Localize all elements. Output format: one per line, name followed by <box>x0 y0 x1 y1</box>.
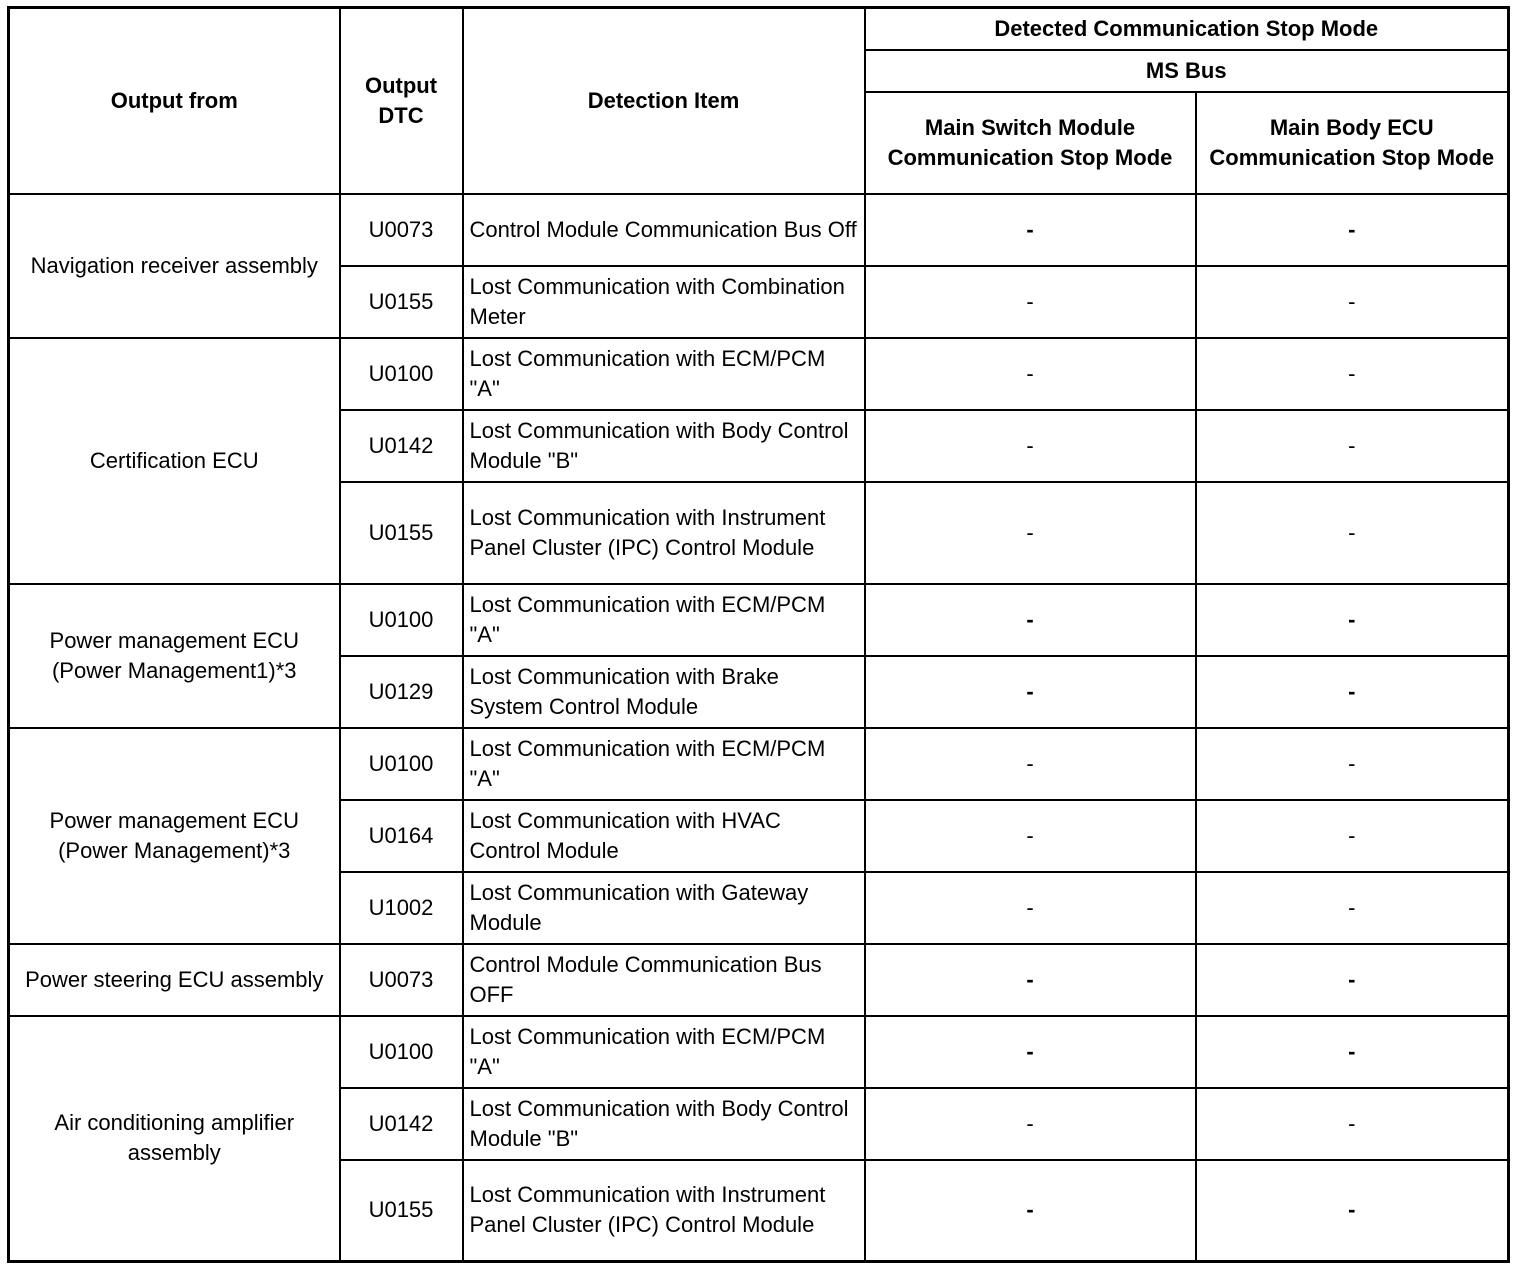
dtc-cell: U0155 <box>340 1160 463 1262</box>
dtc-cell: U0100 <box>340 728 463 800</box>
main-switch-mode-cell: - <box>865 1016 1196 1088</box>
main-switch-mode-cell: - <box>865 656 1196 728</box>
dtc-cell: U0155 <box>340 482 463 584</box>
dtc-cell: U0142 <box>340 1088 463 1160</box>
header-ms-bus: MS Bus <box>865 50 1509 92</box>
main-switch-mode-cell: - <box>865 266 1196 338</box>
detection-item-cell: Lost Communication with ECM/PCM "A" <box>463 1016 865 1088</box>
detection-item-cell: Lost Communication with ECM/PCM "A" <box>463 338 865 410</box>
dtc-cell: U0073 <box>340 194 463 266</box>
header-detected-mode: Detected Communication Stop Mode <box>865 8 1509 50</box>
main-body-mode-cell: - <box>1196 728 1509 800</box>
detection-item-cell: Lost Communication with HVAC Control Module <box>463 800 865 872</box>
main-body-mode-cell: - <box>1196 1160 1509 1262</box>
table-row <box>9 944 1509 1016</box>
header-main-body: Main Body ECU Communication Stop Mode <box>1196 92 1509 194</box>
dtc-cell: U0100 <box>340 1016 463 1088</box>
detection-item-cell: Lost Communication with ECM/PCM "A" <box>463 584 865 656</box>
output-from-cell: Navigation receiver assembly <box>9 194 340 338</box>
main-body-mode-cell: - <box>1196 410 1509 482</box>
main-body-mode-cell: - <box>1196 656 1509 728</box>
detection-item-cell: Lost Communication with ECM/PCM "A" <box>463 728 865 800</box>
main-switch-mode-cell: - <box>865 584 1196 656</box>
main-switch-mode-cell: - <box>865 410 1196 482</box>
main-body-mode-cell: - <box>1196 1016 1509 1088</box>
main-body-mode-cell: - <box>1196 800 1509 872</box>
detection-item-cell: Lost Communication with Body Control Module "B" <box>463 1088 865 1160</box>
detection-item-cell: Lost Communication with Instrument Panel Cluster (IPC) Control Module <box>463 482 865 584</box>
output-from-cell: Air conditioning amplifier assembly <box>9 1016 340 1262</box>
detection-item-cell: Lost Communication with Body Control Module "B" <box>463 410 865 482</box>
dtc-table <box>7 6 1510 1263</box>
detection-item-cell: Lost Communication with Brake System Control Module <box>463 656 865 728</box>
main-body-mode-cell: - <box>1196 338 1509 410</box>
main-switch-mode-cell: - <box>865 194 1196 266</box>
detection-item-cell: Control Module Communication Bus Off <box>463 194 865 266</box>
main-switch-mode-cell: - <box>865 1160 1196 1262</box>
main-switch-mode-cell: - <box>865 728 1196 800</box>
main-body-mode-cell: - <box>1196 194 1509 266</box>
main-switch-mode-cell: - <box>865 800 1196 872</box>
table-row <box>9 1016 1509 1088</box>
table-row <box>9 194 1509 266</box>
output-from-cell: Power management ECU (Power Management)*3 <box>9 728 340 944</box>
output-from-cell: Power management ECU (Power Management1)*3 <box>9 584 340 728</box>
output-from-cell: Certification ECU <box>9 338 340 584</box>
dtc-cell: U0100 <box>340 338 463 410</box>
dtc-cell: U0142 <box>340 410 463 482</box>
dtc-cell: U0129 <box>340 656 463 728</box>
main-body-mode-cell: - <box>1196 944 1509 1016</box>
output-from-cell: Power steering ECU assembly <box>9 944 340 1016</box>
main-body-mode-cell: - <box>1196 266 1509 338</box>
main-body-mode-cell: - <box>1196 872 1509 944</box>
header-output-from: Output from <box>9 8 340 194</box>
main-body-mode-cell: - <box>1196 1088 1509 1160</box>
dtc-cell: U1002 <box>340 872 463 944</box>
main-switch-mode-cell: - <box>865 944 1196 1016</box>
detection-item-cell: Control Module Communication Bus OFF <box>463 944 865 1016</box>
main-switch-mode-cell: - <box>865 482 1196 584</box>
detection-item-cell: Lost Communication with Gateway Module <box>463 872 865 944</box>
header-output-dtc: Output DTC <box>340 8 463 194</box>
header-main-switch: Main Switch Module Communication Stop Mode <box>865 92 1196 194</box>
header-detection-item: Detection Item <box>463 8 865 194</box>
dtc-cell: U0100 <box>340 584 463 656</box>
main-switch-mode-cell: - <box>865 338 1196 410</box>
table-row <box>9 584 1509 656</box>
dtc-cell: U0164 <box>340 800 463 872</box>
table-row <box>9 728 1509 800</box>
main-body-mode-cell: - <box>1196 584 1509 656</box>
dtc-cell: U0155 <box>340 266 463 338</box>
detection-item-cell: Lost Communication with Combination Meter <box>463 266 865 338</box>
main-switch-mode-cell: - <box>865 1088 1196 1160</box>
dtc-cell: U0073 <box>340 944 463 1016</box>
main-body-mode-cell: - <box>1196 482 1509 584</box>
table-row <box>9 338 1509 410</box>
detection-item-cell: Lost Communication with Instrument Panel Cluster (IPC) Control Module <box>463 1160 865 1262</box>
main-switch-mode-cell: - <box>865 872 1196 944</box>
